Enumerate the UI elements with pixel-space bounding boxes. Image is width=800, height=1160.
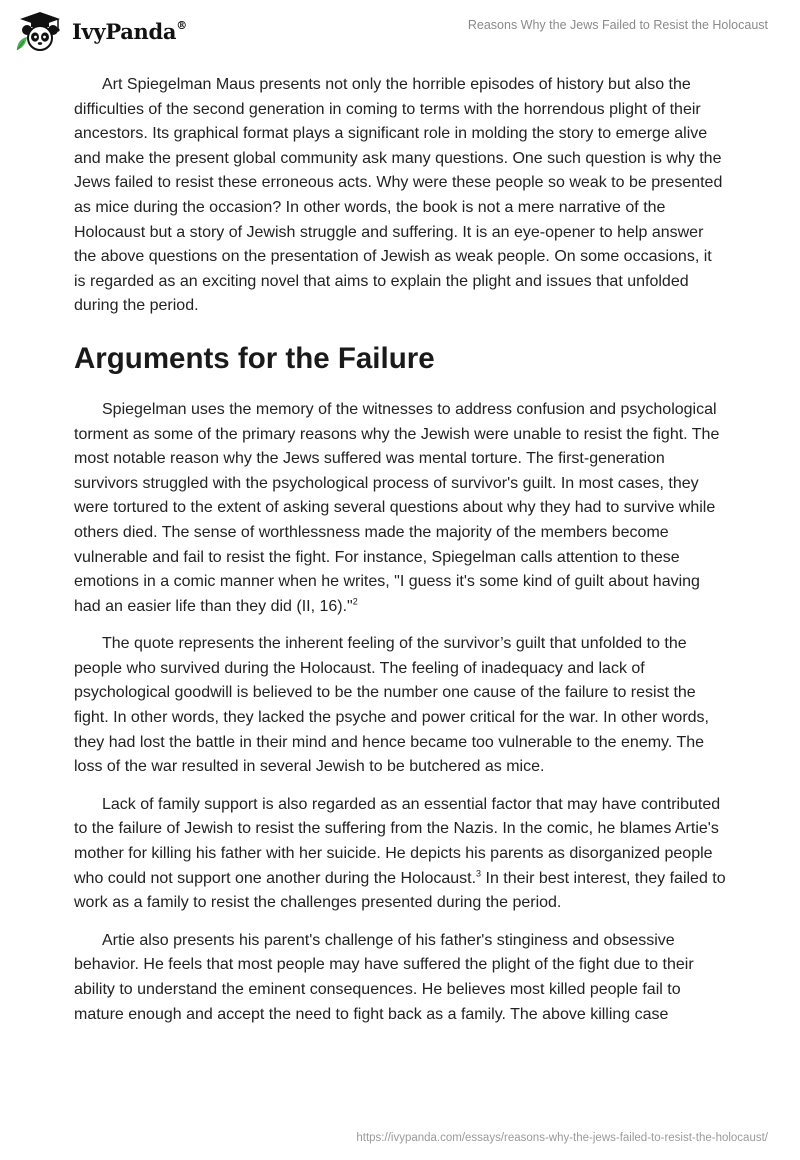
brand-wordmark: IvyPanda (72, 18, 177, 44)
running-title: Reasons Why the Jews Failed to Resist the Holocaust (467, 18, 768, 32)
source-url-link[interactable]: https://ivypanda.com/essays/reasons-why-the-jews-failed-to-resist-the-holocaust/ (356, 1132, 768, 1144)
paragraph-3: The quote represents the inherent feeling of the survivor’s guilt that unfolded to the people who survived during the Holocaust. The feeling of inadequacy and lack of psychological goodwill is believed to be the number one cause of the failure to resist the fight. In other words, they lacked the psyche and power critical for the war. In other words, they had lost the battle in their mind and hence became too vulnerable to the enemy. The loss of the war resulted in several Jewish to be butchered as mice. (74, 635, 709, 776)
panda-graduate-icon (14, 10, 66, 52)
paragraph-4 (74, 793, 726, 916)
brand-name (72, 19, 187, 44)
paragraph-4-text-before: Lack of family support is also regarded as an essential factor that may have contributed to the failure of Jewish to resist the suffering from the Nazis. In the comic, he blames Artie's mother for killing his father with her suicide. He depicts his parents as disorganized people who could not support one another during the Holocaust. (74, 795, 721, 887)
paragraph-5: Artie also presents his parent's challenge of his father's stinginess and obsessive behavior. He feels that most people may have suffered the plight of the fight due to their ability to understand the eminent consequences. He believes most killed people fail to mature enough and accept the need to fight back as a family. The above killing case (74, 931, 694, 1023)
section-heading: Arguments for the Failure (74, 341, 435, 375)
intro-paragraph: Art Spiegelman Maus presents not only the horrible episodes of history but also the difficulties of the second generation in coming to terms with the horrendous plight of their ancestors. Its graphical format plays a significant role in molding the story to emerge alive and make the present global community ask many questions. One such question is why the Jews failed to resist these erroneous acts. Why were these people so weak to be presented as mice during the occasion? In other words, the book is not a mere narrative of the Holocaust but a story of Jewish struggle and suffering. It is an eye-opener to help answer the above questions on the presentation of Jewish as weak people. On some occasions, it is regarded as an exciting novel that aims to explain the plight and issues that unfolded during the period. (74, 76, 723, 315)
paragraph-4-text-after: In their best interest, they failed to work as a family to resist the challenges presented during the period. (74, 869, 726, 912)
page-header (0, 0, 800, 60)
essay-body (74, 73, 726, 1040)
ivypanda-logo[interactable] (14, 10, 187, 52)
footnote-ref-3[interactable]: 3 (476, 868, 482, 879)
paragraph-2 (74, 398, 726, 619)
paragraph-2-text: Spiegelman uses the memory of the witnesses to address confusion and psychological torment as some of the primary reasons why the Jewish were unable to resist the fight. The most notable reason why the Jews suffered was mental torture. The first-generation survivors struggled with the psychological process of survivor's guilt. In most cases, they were tortured to the extent of asking several questions about why they had to survive while others died. The sense of worthlessness made the majority of the members become vulnerable and fail to resist the fight. For instance, Spiegelman calls attention to these emotions in a comic manner when he writes, "I guess it's some kind of guilt about having had an easier life than they did (II, 16)." (74, 400, 720, 615)
registered-mark: ® (176, 18, 187, 32)
footnote-ref-2[interactable]: 2 (352, 596, 358, 607)
